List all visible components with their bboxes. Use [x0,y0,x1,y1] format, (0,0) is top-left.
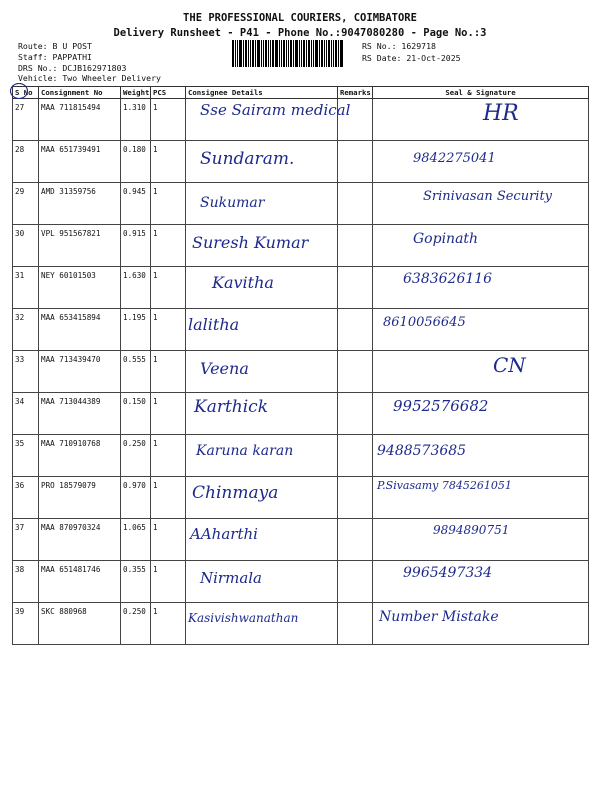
handwritten-consignee: Kasivishwanathan [188,611,299,625]
row-remarks [338,561,373,603]
handwritten-signature: CN [493,353,526,377]
table-row [13,393,589,435]
row-signature [373,267,589,309]
handwritten-signature: HR [483,101,519,126]
row-consignee [186,309,338,351]
row-weight: 0.250 [121,435,151,477]
row-signature [373,561,589,603]
sno-value: 27 [15,103,25,112]
runsheet-table [12,86,589,645]
handwritten-signature: 6383626116 [403,271,493,287]
circle-mark-icon [10,83,28,99]
handwritten-consignee: Sundaram. [200,149,295,169]
rs-date: RS Date: 21-Oct-2025 [362,53,461,63]
row-consignee [186,99,351,141]
table-row [13,183,589,225]
row-pcs: 1 [151,435,186,477]
row-remarks [338,351,373,393]
row-signature [373,393,589,435]
row-consignment: MAA 653415894 [39,309,121,351]
col-header-consignment: Consignment No [39,87,121,99]
col-header-remarks: Remarks [338,87,373,99]
row-pcs: 1 [151,183,186,225]
row-consignment: NEY 60101503 [39,267,121,309]
row-pcs: 1 [151,225,186,267]
row-sno [13,435,39,477]
barcode-image [232,40,358,67]
row-sno [13,141,39,183]
row-consignment: MAA 870970324 [39,519,121,561]
row-consignee [186,477,338,519]
row-remarks [338,225,373,267]
row-signature [373,225,589,267]
row-pcs: 1 [151,519,186,561]
handwritten-signature: 9488573685 [377,443,467,459]
row-sno [13,99,39,141]
row-weight: 1.195 [121,309,151,351]
row-remarks [338,141,373,183]
row-signature [373,141,589,183]
table-row [13,435,589,477]
sno-value: 38 [15,565,25,574]
sno-value: 39 [15,607,25,616]
row-signature [373,603,589,645]
row-pcs: 1 [151,477,186,519]
handwritten-consignee: AAharthi [190,525,258,543]
row-consignment: SKC 880968 [39,603,121,645]
sno-value: 35 [15,439,25,448]
handwritten-consignee: Karuna karan [196,443,294,459]
row-sno [13,393,39,435]
row-remarks [338,477,373,519]
row-sno [13,225,39,267]
handwritten-consignee: Chinmaya [192,483,279,503]
row-weight: 0.945 [121,183,151,225]
row-signature [373,309,589,351]
company-title: THE PROFESSIONAL COURIERS, COIMBATORE [183,12,417,24]
row-weight: 0.915 [121,225,151,267]
row-consignee [186,561,338,603]
row-weight: 0.250 [121,603,151,645]
handwritten-signature: Number Mistake [379,609,499,625]
handwritten-consignee: Sse Sairam medical [200,101,351,119]
handwritten-signature: 9894890751 [433,523,510,537]
rs-number: RS No.: 1629718 [362,41,436,51]
row-consignment: MAA 713044389 [39,393,121,435]
row-sno [13,477,39,519]
sno-value: 36 [15,481,25,490]
row-weight: 1.630 [121,267,151,309]
table-row [13,561,589,603]
vehicle-label: Vehicle: Two Wheeler Delivery [18,73,161,83]
handwritten-signature: P.Sivasamy 7845261051 [377,479,512,492]
row-signature [373,435,589,477]
sno-value: 33 [15,355,25,364]
sno-value: 37 [15,523,25,532]
table-row [13,477,589,519]
col-header-signature: Seal & Signature [373,87,589,99]
row-consignment: PRO 18579079 [39,477,121,519]
row-consignee [186,225,338,267]
sno-value: 32 [15,313,25,322]
handwritten-consignee: Nirmala [200,569,262,587]
row-signature [373,477,589,519]
row-pcs: 1 [151,393,186,435]
table-row [13,225,589,267]
row-pcs: 1 [151,99,186,141]
row-remarks [338,393,373,435]
row-signature [373,99,589,141]
handwritten-consignee: Sukumar [200,195,265,211]
handwritten-consignee: lalitha [188,315,240,334]
row-signature [373,183,589,225]
col-header-sno: S No [13,87,39,99]
table-row [13,267,589,309]
row-sno [13,183,39,225]
row-consignee [186,141,338,183]
staff-label: Staff: PAPPATHI [18,52,92,62]
row-consignee [186,603,338,645]
row-signature [373,519,589,561]
handwritten-signature: 9952576682 [393,397,489,415]
handwritten-signature: 9965497334 [403,565,493,581]
col-header-consignee: Consignee Details [186,87,338,99]
table-row [13,519,589,561]
row-pcs: 1 [151,309,186,351]
runsheet-subtitle: Delivery Runsheet - P41 - Phone No.:9047080280 - Page No.:3 [113,27,487,39]
handwritten-consignee: Kavitha [212,273,274,292]
row-sno [13,603,39,645]
row-consignee [186,267,338,309]
handwritten-signature: Gopinath [413,231,479,247]
sno-value: 34 [15,397,25,406]
table-row [13,351,589,393]
table-header-row [13,87,589,99]
row-consignment: MAA 710910768 [39,435,121,477]
row-consignment: MAA 651481746 [39,561,121,603]
row-consignee [186,393,338,435]
row-signature [373,351,589,393]
row-sno [13,267,39,309]
row-remarks [338,183,373,225]
row-weight: 0.180 [121,141,151,183]
handwritten-signature: 8610056645 [383,315,466,330]
row-consignment: VPL 951567821 [39,225,121,267]
row-consignment: MAA 651739491 [39,141,121,183]
row-remarks [338,309,373,351]
row-remarks [338,519,373,561]
row-remarks [338,435,373,477]
route-label: Route: B U POST [18,41,92,51]
row-pcs: 1 [151,603,186,645]
row-remarks [338,603,373,645]
table-row [13,603,589,645]
sno-value: 30 [15,229,25,238]
row-consignee [186,435,338,477]
col-header-pcs: PCS [151,87,186,99]
row-sno [13,519,39,561]
sno-value: 28 [15,145,25,154]
table-row [13,141,589,183]
row-consignment: AMD 31359756 [39,183,121,225]
rs-info [362,40,461,64]
row-sno [13,309,39,351]
row-weight: 0.150 [121,393,151,435]
row-consignment: MAA 711815494 [39,99,121,141]
row-pcs: 1 [151,351,186,393]
row-weight: 1.310 [121,99,151,141]
handwritten-consignee: Veena [200,359,249,378]
sno-value: 29 [15,187,25,196]
col-header-weight: Weight [121,87,151,99]
row-sno [13,561,39,603]
row-consignee [186,519,338,561]
row-pcs: 1 [151,267,186,309]
sno-value: 31 [15,271,25,280]
row-consignment: MAA 713439470 [39,351,121,393]
handwritten-consignee: Karthick [194,397,269,417]
row-weight: 0.970 [121,477,151,519]
handwritten-consignee: Suresh Kumar [192,233,309,252]
row-consignee [186,351,338,393]
row-sno [13,351,39,393]
table-row [13,99,589,141]
row-weight: 0.555 [121,351,151,393]
row-weight: 0.355 [121,561,151,603]
handwritten-signature: 9842275041 [413,151,496,166]
row-consignee [186,183,338,225]
row-pcs: 1 [151,561,186,603]
handwritten-signature: Srinivasan Security [423,189,553,204]
row-weight: 1.065 [121,519,151,561]
row-pcs: 1 [151,141,186,183]
table-row [13,309,589,351]
drs-number: DRS No.: DCJB162971803 [18,63,127,73]
row-remarks [338,267,373,309]
